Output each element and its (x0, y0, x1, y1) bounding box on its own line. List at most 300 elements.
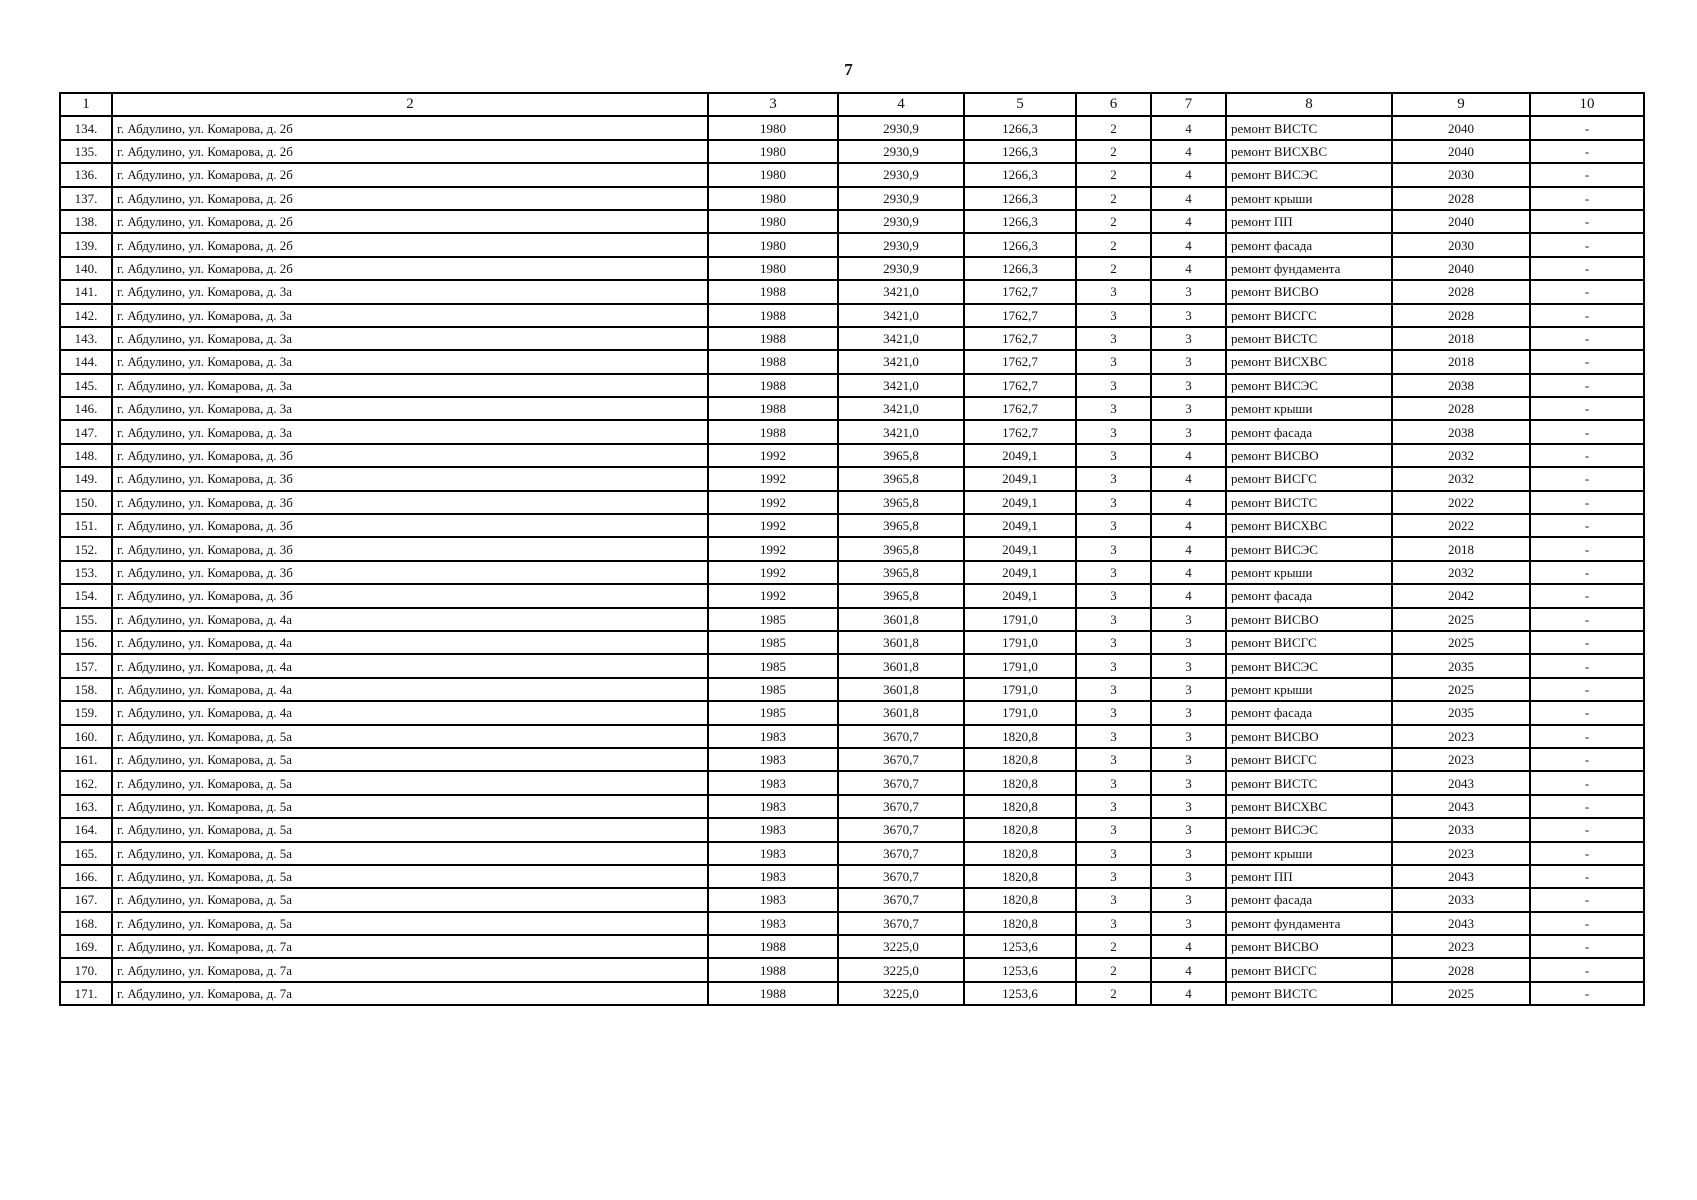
cell-work-type: ремонт фасада (1226, 888, 1392, 911)
cell-floors: 3 (1076, 444, 1151, 467)
table-row (60, 584, 1644, 607)
cell-living-area: 1762,7 (964, 280, 1076, 303)
cell-work-type: ремонт фасада (1226, 701, 1392, 724)
cell-note: - (1530, 210, 1644, 233)
cell-entrances: 4 (1151, 514, 1226, 537)
cell-row-number: 160. (60, 725, 112, 748)
cell-entrances: 4 (1151, 257, 1226, 280)
cell-year-built: 1988 (708, 935, 838, 958)
cell-row-number: 139. (60, 233, 112, 256)
cell-floors: 2 (1076, 187, 1151, 210)
cell-floors: 3 (1076, 397, 1151, 420)
cell-note: - (1530, 140, 1644, 163)
cell-row-number: 141. (60, 280, 112, 303)
cell-address: г. Абдулино, ул. Комарова, д. 3б (112, 491, 708, 514)
cell-note: - (1530, 771, 1644, 794)
cell-planned-year: 2023 (1392, 725, 1530, 748)
cell-living-area: 1791,0 (964, 631, 1076, 654)
cell-total-area: 3421,0 (838, 327, 964, 350)
cell-entrances: 3 (1151, 725, 1226, 748)
cell-year-built: 1983 (708, 888, 838, 911)
cell-address: г. Абдулино, ул. Комарова, д. 3а (112, 350, 708, 373)
cell-entrances: 4 (1151, 537, 1226, 560)
cell-address: г. Абдулино, ул. Комарова, д. 2б (112, 187, 708, 210)
cell-row-number: 152. (60, 537, 112, 560)
cell-work-type: ремонт ВИСГС (1226, 304, 1392, 327)
cell-entrances: 4 (1151, 210, 1226, 233)
cell-planned-year: 2025 (1392, 608, 1530, 631)
cell-address: г. Абдулино, ул. Комарова, д. 3б (112, 561, 708, 584)
cell-floors: 2 (1076, 257, 1151, 280)
cell-entrances: 3 (1151, 280, 1226, 303)
cell-living-area: 2049,1 (964, 537, 1076, 560)
cell-living-area: 1820,8 (964, 842, 1076, 865)
column-header: 1 (60, 93, 112, 116)
cell-planned-year: 2018 (1392, 537, 1530, 560)
cell-row-number: 134. (60, 116, 112, 139)
cell-address: г. Абдулино, ул. Комарова, д. 5а (112, 888, 708, 911)
cell-row-number: 151. (60, 514, 112, 537)
cell-work-type: ремонт ВИСВО (1226, 444, 1392, 467)
cell-floors: 3 (1076, 608, 1151, 631)
cell-living-area: 2049,1 (964, 491, 1076, 514)
cell-address: г. Абдулино, ул. Комарова, д. 3а (112, 374, 708, 397)
cell-living-area: 1820,8 (964, 865, 1076, 888)
cell-year-built: 1992 (708, 467, 838, 490)
cell-living-area: 1762,7 (964, 397, 1076, 420)
cell-planned-year: 2040 (1392, 140, 1530, 163)
cell-planned-year: 2028 (1392, 958, 1530, 981)
cell-row-number: 161. (60, 748, 112, 771)
cell-note: - (1530, 514, 1644, 537)
table-row (60, 537, 1644, 560)
cell-note: - (1530, 304, 1644, 327)
cell-address: г. Абдулино, ул. Комарова, д. 4а (112, 654, 708, 677)
cell-floors: 3 (1076, 678, 1151, 701)
cell-address: г. Абдулино, ул. Комарова, д. 7а (112, 935, 708, 958)
cell-row-number: 170. (60, 958, 112, 981)
cell-work-type: ремонт крыши (1226, 397, 1392, 420)
cell-note: - (1530, 631, 1644, 654)
cell-note: - (1530, 958, 1644, 981)
table-row (60, 935, 1644, 958)
table-row (60, 654, 1644, 677)
table-header-row (60, 93, 1644, 116)
cell-row-number: 145. (60, 374, 112, 397)
cell-address: г. Абдулино, ул. Комарова, д. 5а (112, 818, 708, 841)
cell-note: - (1530, 608, 1644, 631)
cell-row-number: 156. (60, 631, 112, 654)
cell-address: г. Абдулино, ул. Комарова, д. 2б (112, 233, 708, 256)
cell-year-built: 1988 (708, 374, 838, 397)
cell-year-built: 1983 (708, 912, 838, 935)
table-row (60, 327, 1644, 350)
cell-floors: 3 (1076, 631, 1151, 654)
table-row (60, 678, 1644, 701)
table-row (60, 491, 1644, 514)
cell-total-area: 2930,9 (838, 140, 964, 163)
cell-row-number: 164. (60, 818, 112, 841)
cell-living-area: 2049,1 (964, 561, 1076, 584)
table-row (60, 444, 1644, 467)
cell-row-number: 140. (60, 257, 112, 280)
cell-planned-year: 2030 (1392, 163, 1530, 186)
cell-note: - (1530, 865, 1644, 888)
cell-row-number: 154. (60, 584, 112, 607)
cell-year-built: 1983 (708, 748, 838, 771)
cell-living-area: 2049,1 (964, 514, 1076, 537)
cell-address: г. Абдулино, ул. Комарова, д. 3а (112, 420, 708, 443)
cell-floors: 3 (1076, 795, 1151, 818)
cell-floors: 2 (1076, 116, 1151, 139)
cell-planned-year: 2023 (1392, 935, 1530, 958)
cell-note: - (1530, 116, 1644, 139)
cell-total-area: 3670,7 (838, 912, 964, 935)
cell-floors: 3 (1076, 888, 1151, 911)
cell-year-built: 1988 (708, 327, 838, 350)
cell-floors: 3 (1076, 514, 1151, 537)
cell-note: - (1530, 795, 1644, 818)
cell-work-type: ремонт ВИСЭС (1226, 374, 1392, 397)
cell-work-type: ремонт ПП (1226, 865, 1392, 888)
cell-total-area: 3421,0 (838, 280, 964, 303)
cell-entrances: 4 (1151, 982, 1226, 1005)
cell-address: г. Абдулино, ул. Комарова, д. 2б (112, 163, 708, 186)
cell-row-number: 136. (60, 163, 112, 186)
cell-floors: 3 (1076, 280, 1151, 303)
cell-year-built: 1980 (708, 116, 838, 139)
cell-year-built: 1988 (708, 420, 838, 443)
cell-year-built: 1992 (708, 561, 838, 584)
table-row (60, 958, 1644, 981)
cell-total-area: 3601,8 (838, 654, 964, 677)
cell-row-number: 150. (60, 491, 112, 514)
cell-entrances: 3 (1151, 304, 1226, 327)
cell-living-area: 1762,7 (964, 350, 1076, 373)
cell-address: г. Абдулино, ул. Комарова, д. 4а (112, 678, 708, 701)
cell-address: г. Абдулино, ул. Комарова, д. 4а (112, 701, 708, 724)
cell-total-area: 3421,0 (838, 350, 964, 373)
cell-living-area: 1266,3 (964, 257, 1076, 280)
cell-year-built: 1980 (708, 210, 838, 233)
table-row (60, 795, 1644, 818)
cell-work-type: ремонт фасада (1226, 584, 1392, 607)
cell-entrances: 4 (1151, 233, 1226, 256)
cell-row-number: 135. (60, 140, 112, 163)
cell-total-area: 3965,8 (838, 467, 964, 490)
cell-row-number: 158. (60, 678, 112, 701)
cell-living-area: 1791,0 (964, 678, 1076, 701)
cell-living-area: 1820,8 (964, 748, 1076, 771)
cell-planned-year: 2028 (1392, 304, 1530, 327)
cell-planned-year: 2035 (1392, 701, 1530, 724)
cell-planned-year: 2018 (1392, 327, 1530, 350)
cell-note: - (1530, 491, 1644, 514)
cell-work-type: ремонт ВИСЭС (1226, 163, 1392, 186)
table-row (60, 304, 1644, 327)
cell-living-area: 1266,3 (964, 116, 1076, 139)
cell-address: г. Абдулино, ул. Комарова, д. 4а (112, 608, 708, 631)
cell-work-type: ремонт ВИСГС (1226, 467, 1392, 490)
cell-total-area: 3965,8 (838, 584, 964, 607)
cell-living-area: 1762,7 (964, 374, 1076, 397)
column-header: 6 (1076, 93, 1151, 116)
column-header: 2 (112, 93, 708, 116)
cell-work-type: ремонт ВИСТС (1226, 982, 1392, 1005)
cell-total-area: 3670,7 (838, 818, 964, 841)
cell-year-built: 1992 (708, 491, 838, 514)
cell-planned-year: 2040 (1392, 210, 1530, 233)
cell-total-area: 3965,8 (838, 491, 964, 514)
cell-year-built: 1980 (708, 257, 838, 280)
cell-total-area: 2930,9 (838, 116, 964, 139)
cell-note: - (1530, 187, 1644, 210)
cell-address: г. Абдулино, ул. Комарова, д. 3а (112, 304, 708, 327)
cell-floors: 3 (1076, 304, 1151, 327)
cell-row-number: 165. (60, 842, 112, 865)
cell-planned-year: 2032 (1392, 467, 1530, 490)
cell-year-built: 1992 (708, 584, 838, 607)
table-row (60, 210, 1644, 233)
table-row (60, 280, 1644, 303)
cell-floors: 3 (1076, 350, 1151, 373)
cell-living-area: 1791,0 (964, 608, 1076, 631)
cell-year-built: 1983 (708, 771, 838, 794)
cell-entrances: 4 (1151, 491, 1226, 514)
cell-address: г. Абдулино, ул. Комарова, д. 5а (112, 748, 708, 771)
cell-floors: 3 (1076, 654, 1151, 677)
cell-living-area: 1266,3 (964, 210, 1076, 233)
cell-work-type: ремонт крыши (1226, 678, 1392, 701)
column-header: 5 (964, 93, 1076, 116)
table-row (60, 561, 1644, 584)
cell-note: - (1530, 257, 1644, 280)
cell-note: - (1530, 935, 1644, 958)
cell-work-type: ремонт ВИСВО (1226, 608, 1392, 631)
cell-address: г. Абдулино, ул. Комарова, д. 3б (112, 537, 708, 560)
cell-living-area: 1762,7 (964, 327, 1076, 350)
cell-address: г. Абдулино, ул. Комарова, д. 2б (112, 140, 708, 163)
cell-planned-year: 2018 (1392, 350, 1530, 373)
cell-living-area: 1266,3 (964, 187, 1076, 210)
cell-address: г. Абдулино, ул. Комарова, д. 7а (112, 982, 708, 1005)
cell-year-built: 1985 (708, 631, 838, 654)
table-row (60, 420, 1644, 443)
cell-floors: 3 (1076, 374, 1151, 397)
cell-floors: 3 (1076, 561, 1151, 584)
cell-floors: 2 (1076, 163, 1151, 186)
cell-year-built: 1980 (708, 187, 838, 210)
cell-entrances: 4 (1151, 467, 1226, 490)
table-row (60, 888, 1644, 911)
cell-planned-year: 2022 (1392, 491, 1530, 514)
table-row (60, 982, 1644, 1005)
cell-row-number: 142. (60, 304, 112, 327)
cell-floors: 3 (1076, 467, 1151, 490)
cell-planned-year: 2033 (1392, 888, 1530, 911)
cell-work-type: ремонт ВИСГС (1226, 748, 1392, 771)
cell-note: - (1530, 444, 1644, 467)
cell-row-number: 149. (60, 467, 112, 490)
cell-row-number: 155. (60, 608, 112, 631)
cell-floors: 3 (1076, 701, 1151, 724)
cell-floors: 3 (1076, 912, 1151, 935)
cell-planned-year: 2023 (1392, 842, 1530, 865)
cell-floors: 3 (1076, 725, 1151, 748)
cell-address: г. Абдулино, ул. Комарова, д. 3б (112, 444, 708, 467)
cell-planned-year: 2033 (1392, 818, 1530, 841)
cell-living-area: 1820,8 (964, 912, 1076, 935)
cell-floors: 3 (1076, 842, 1151, 865)
cell-address: г. Абдулино, ул. Комарова, д. 5а (112, 795, 708, 818)
cell-address: г. Абдулино, ул. Комарова, д. 5а (112, 725, 708, 748)
cell-address: г. Абдулино, ул. Комарова, д. 3а (112, 397, 708, 420)
cell-total-area: 3965,8 (838, 561, 964, 584)
cell-note: - (1530, 584, 1644, 607)
cell-work-type: ремонт ВИСЭС (1226, 537, 1392, 560)
cell-total-area: 3670,7 (838, 795, 964, 818)
cell-entrances: 4 (1151, 116, 1226, 139)
table-row (60, 514, 1644, 537)
cell-note: - (1530, 397, 1644, 420)
cell-work-type: ремонт ВИСВО (1226, 725, 1392, 748)
cell-living-area: 1253,6 (964, 982, 1076, 1005)
cell-total-area: 3225,0 (838, 958, 964, 981)
table-row (60, 701, 1644, 724)
cell-address: г. Абдулино, ул. Комарова, д. 5а (112, 865, 708, 888)
cell-living-area: 1820,8 (964, 888, 1076, 911)
cell-total-area: 3670,7 (838, 865, 964, 888)
cell-work-type: ремонт ВИСВО (1226, 935, 1392, 958)
cell-row-number: 169. (60, 935, 112, 958)
table-row (60, 140, 1644, 163)
cell-floors: 2 (1076, 233, 1151, 256)
cell-year-built: 1983 (708, 842, 838, 865)
cell-planned-year: 2032 (1392, 561, 1530, 584)
cell-entrances: 3 (1151, 818, 1226, 841)
cell-entrances: 3 (1151, 397, 1226, 420)
cell-total-area: 3670,7 (838, 725, 964, 748)
cell-entrances: 3 (1151, 420, 1226, 443)
table-row (60, 187, 1644, 210)
cell-planned-year: 2025 (1392, 982, 1530, 1005)
cell-floors: 3 (1076, 748, 1151, 771)
cell-address: г. Абдулино, ул. Комарова, д. 5а (112, 842, 708, 865)
cell-floors: 3 (1076, 865, 1151, 888)
cell-work-type: ремонт крыши (1226, 842, 1392, 865)
cell-work-type: ремонт фасада (1226, 420, 1392, 443)
cell-floors: 3 (1076, 491, 1151, 514)
cell-living-area: 1791,0 (964, 654, 1076, 677)
cell-address: г. Абдулино, ул. Комарова, д. 4а (112, 631, 708, 654)
cell-row-number: 147. (60, 420, 112, 443)
column-header: 3 (708, 93, 838, 116)
cell-note: - (1530, 842, 1644, 865)
cell-total-area: 3965,8 (838, 444, 964, 467)
cell-work-type: ремонт ВИСХВС (1226, 795, 1392, 818)
cell-floors: 3 (1076, 584, 1151, 607)
cell-year-built: 1992 (708, 444, 838, 467)
cell-entrances: 4 (1151, 584, 1226, 607)
cell-note: - (1530, 701, 1644, 724)
cell-note: - (1530, 678, 1644, 701)
cell-entrances: 3 (1151, 912, 1226, 935)
table-row (60, 397, 1644, 420)
cell-entrances: 3 (1151, 842, 1226, 865)
cell-planned-year: 2043 (1392, 771, 1530, 794)
cell-planned-year: 2025 (1392, 631, 1530, 654)
cell-entrances: 3 (1151, 631, 1226, 654)
cell-address: г. Абдулино, ул. Комарова, д. 3а (112, 280, 708, 303)
cell-living-area: 1266,3 (964, 140, 1076, 163)
cell-row-number: 167. (60, 888, 112, 911)
cell-planned-year: 2043 (1392, 912, 1530, 935)
cell-note: - (1530, 818, 1644, 841)
cell-work-type: ремонт фасада (1226, 233, 1392, 256)
cell-work-type: ремонт ВИСХВС (1226, 514, 1392, 537)
cell-living-area: 1266,3 (964, 233, 1076, 256)
cell-work-type: ремонт ВИСХВС (1226, 350, 1392, 373)
cell-entrances: 3 (1151, 795, 1226, 818)
cell-work-type: ремонт ВИСВО (1226, 280, 1392, 303)
cell-year-built: 1992 (708, 537, 838, 560)
cell-work-type: ремонт фундамента (1226, 257, 1392, 280)
table-row (60, 748, 1644, 771)
cell-row-number: 146. (60, 397, 112, 420)
cell-floors: 2 (1076, 958, 1151, 981)
table-row (60, 374, 1644, 397)
cell-living-area: 1253,6 (964, 958, 1076, 981)
cell-note: - (1530, 537, 1644, 560)
cell-floors: 2 (1076, 140, 1151, 163)
cell-entrances: 3 (1151, 608, 1226, 631)
table-row (60, 163, 1644, 186)
cell-floors: 2 (1076, 935, 1151, 958)
cell-total-area: 2930,9 (838, 163, 964, 186)
cell-work-type: ремонт фундамента (1226, 912, 1392, 935)
cell-note: - (1530, 350, 1644, 373)
cell-year-built: 1988 (708, 280, 838, 303)
cell-floors: 2 (1076, 982, 1151, 1005)
cell-planned-year: 2028 (1392, 280, 1530, 303)
cell-work-type: ремонт ВИСЭС (1226, 654, 1392, 677)
cell-floors: 3 (1076, 327, 1151, 350)
cell-address: г. Абдулино, ул. Комарова, д. 5а (112, 771, 708, 794)
cell-work-type: ремонт ВИСГС (1226, 631, 1392, 654)
cell-entrances: 3 (1151, 374, 1226, 397)
table-row (60, 467, 1644, 490)
cell-total-area: 3965,8 (838, 537, 964, 560)
column-header: 10 (1530, 93, 1644, 116)
cell-year-built: 1985 (708, 678, 838, 701)
cell-total-area: 3421,0 (838, 420, 964, 443)
cell-total-area: 3601,8 (838, 631, 964, 654)
cell-living-area: 1820,8 (964, 725, 1076, 748)
table-row (60, 818, 1644, 841)
cell-planned-year: 2032 (1392, 444, 1530, 467)
cell-entrances: 4 (1151, 187, 1226, 210)
cell-year-built: 1980 (708, 140, 838, 163)
cell-planned-year: 2038 (1392, 420, 1530, 443)
cell-living-area: 1820,8 (964, 795, 1076, 818)
table-row (60, 257, 1644, 280)
cell-total-area: 3601,8 (838, 678, 964, 701)
cell-floors: 3 (1076, 537, 1151, 560)
repair-schedule-table (59, 92, 1645, 1006)
cell-year-built: 1983 (708, 725, 838, 748)
column-header: 4 (838, 93, 964, 116)
cell-total-area: 2930,9 (838, 233, 964, 256)
